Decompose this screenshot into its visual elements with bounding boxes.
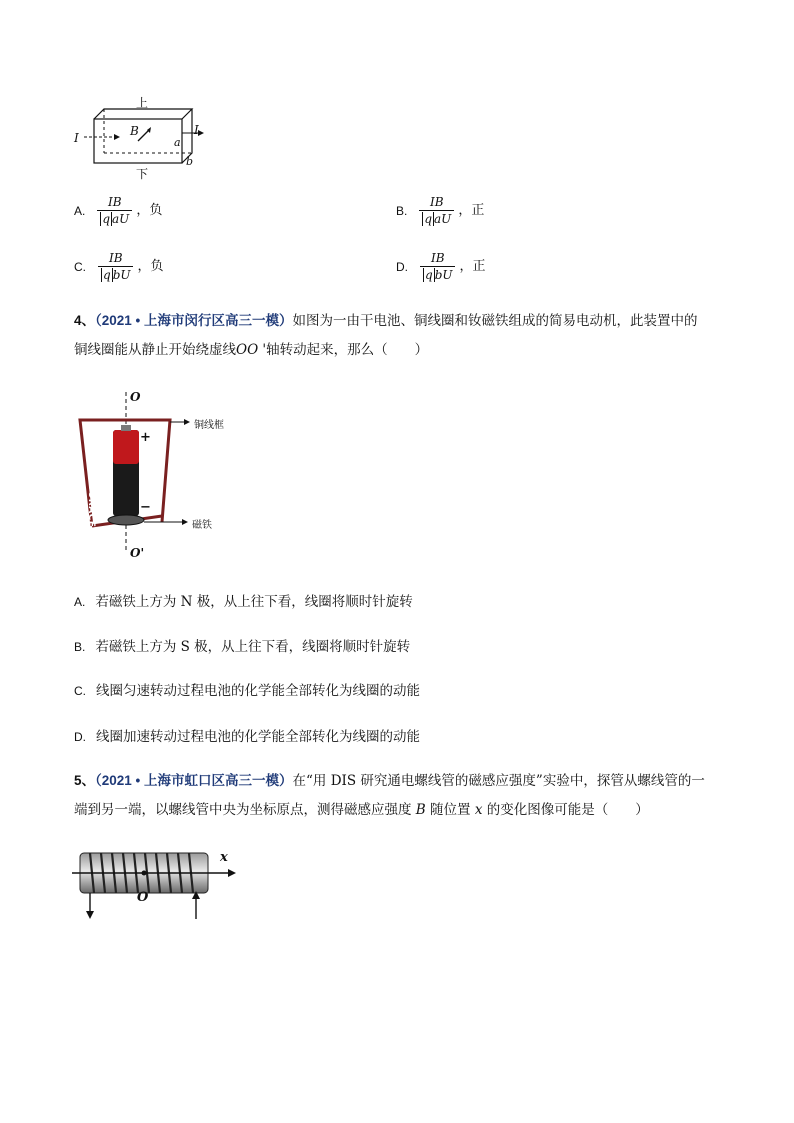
q4-option-c[interactable]: C. 线圈匀速转动过程电池的化学能全部转化为线圈的动能 [74, 683, 420, 699]
fraction: $\frac{IB}{\text{q bU}}$ [98, 251, 133, 282]
fraction: $\frac{IB}{\text{q bU}}$ [420, 251, 455, 282]
label-o: O [137, 890, 149, 905]
label-field-b: B [130, 124, 139, 138]
label-x: x [220, 850, 228, 865]
solenoid-figure [70, 845, 240, 925]
label-coil: 铜线框 [194, 420, 224, 431]
label-top: 上 [136, 96, 149, 110]
label-b: b [186, 155, 194, 168]
q4-option-b[interactable]: B. 若磁铁上方为 S 极，从上往下看，线圈将顺时针旋转 [74, 639, 411, 655]
label-current-right: I [194, 123, 199, 137]
q3-option-d[interactable]: D. $\frac{IB}{\text{q bU}}$ ，正 [396, 251, 486, 282]
q4-option-a[interactable]: A. 若磁铁上方为 N 极，从上往下看，线圈将顺时针旋转 [74, 594, 413, 610]
question-source: （2021 • 上海市虹口区高三一模） [95, 773, 293, 788]
label-magnet: 磁铁 [192, 520, 212, 531]
label-a: a [174, 136, 181, 149]
label-o-top: O [130, 390, 141, 404]
q3-option-c[interactable]: C. $\frac{IB}{\text{q bU}}$ ，负 [74, 251, 164, 282]
battery-plus: + [140, 430, 151, 445]
label-o-bottom: O' [130, 546, 145, 560]
fraction: $\frac{IB}{\text{q aU}}$ [419, 195, 454, 226]
fraction: $\frac{IB}{\text{q aU}}$ [97, 195, 132, 226]
q4-option-d[interactable]: D. 线圈加速转动过程电池的化学能全部转化为线圈的动能 [74, 729, 420, 745]
battery-motor-figure [70, 390, 260, 560]
battery-minus: − [140, 500, 151, 515]
question-5: 5、（2021 • 上海市虹口区高三一模）在“用 DIS 研究通电螺线管的磁感应强度”实验中，探管从螺线管的一 端到另一端，以螺线管中央为坐标原点，测得磁感应强度 B 随位置 x 的变化图像可能是（ ） [74, 773, 705, 818]
label-current-left: I [74, 131, 79, 145]
q3-option-a[interactable]: A. $\frac{IB}{\text{q aU}}$ ，负 [74, 195, 163, 226]
question-source: （2021 • 上海市闵行区高三一模） [95, 313, 293, 328]
question-4: 4、（2021 • 上海市闵行区高三一模）如图为一由干电池、铜线圈和钕磁铁组成的简易电动机，此装置中的 铜线圈能从静止开始绕虚线OO '轴转动起来，那么（ ） [74, 313, 698, 358]
battery-brand: DURACELL [86, 483, 96, 540]
label-bottom: 下 [136, 167, 149, 181]
q3-option-b[interactable]: B. $\frac{IB}{\text{q aU}}$ ，正 [396, 195, 485, 226]
